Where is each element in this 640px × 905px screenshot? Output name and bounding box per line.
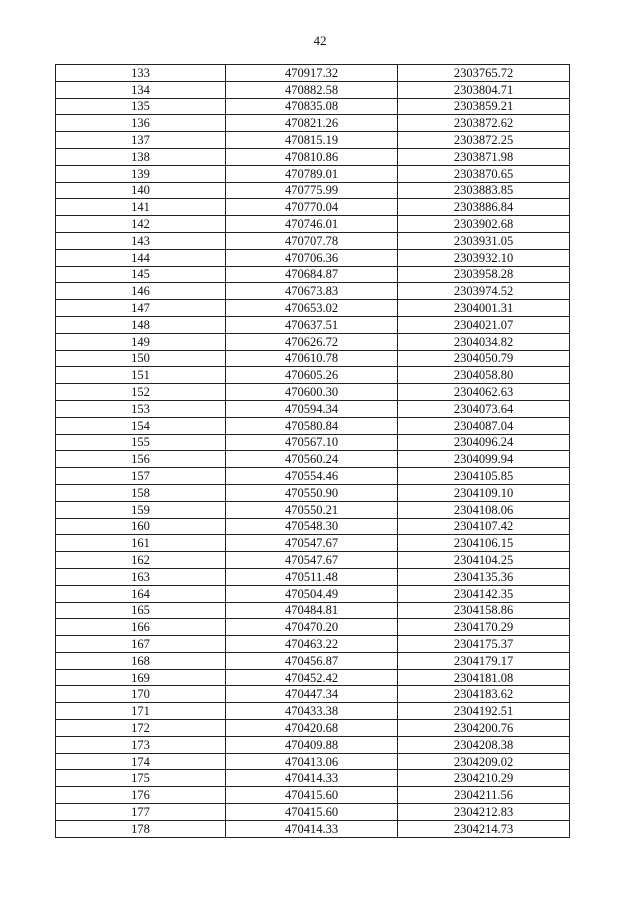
y-coordinate-cell: 2304104.25 (398, 552, 570, 569)
point-number-cell: 160 (56, 518, 226, 535)
x-coordinate-cell: 470600.30 (226, 384, 398, 401)
point-number-cell: 136 (56, 115, 226, 132)
point-number-cell: 157 (56, 468, 226, 485)
x-coordinate-cell: 470470.20 (226, 619, 398, 636)
y-coordinate-cell: 2304142.35 (398, 585, 570, 602)
coordinates-table-body (56, 65, 570, 838)
y-coordinate-cell: 2303932.10 (398, 249, 570, 266)
y-coordinate-cell: 2304175.37 (398, 636, 570, 653)
x-coordinate-cell: 470594.34 (226, 400, 398, 417)
y-coordinate-cell: 2304087.04 (398, 417, 570, 434)
y-coordinate-cell: 2304021.07 (398, 316, 570, 333)
x-coordinate-cell: 470550.21 (226, 501, 398, 518)
table-row (56, 165, 570, 182)
table-row (56, 316, 570, 333)
x-coordinate-cell: 470504.49 (226, 585, 398, 602)
y-coordinate-cell: 2304200.76 (398, 720, 570, 737)
y-coordinate-cell: 2304210.29 (398, 770, 570, 787)
point-number-cell: 158 (56, 484, 226, 501)
x-coordinate-cell: 470707.78 (226, 232, 398, 249)
y-coordinate-cell: 2304050.79 (398, 350, 570, 367)
x-coordinate-cell: 470580.84 (226, 417, 398, 434)
x-coordinate-cell: 470463.22 (226, 636, 398, 653)
table-row (56, 518, 570, 535)
point-number-cell: 175 (56, 770, 226, 787)
x-coordinate-cell: 470810.86 (226, 148, 398, 165)
point-number-cell: 165 (56, 602, 226, 619)
table-row (56, 199, 570, 216)
point-number-cell: 142 (56, 216, 226, 233)
table-row (56, 820, 570, 837)
y-coordinate-cell: 2303872.25 (398, 132, 570, 149)
x-coordinate-cell: 470484.81 (226, 602, 398, 619)
table-row (56, 148, 570, 165)
x-coordinate-cell: 470447.34 (226, 686, 398, 703)
table-row (56, 384, 570, 401)
x-coordinate-cell: 470684.87 (226, 266, 398, 283)
x-coordinate-cell: 470626.72 (226, 333, 398, 350)
point-number-cell: 144 (56, 249, 226, 266)
x-coordinate-cell: 470770.04 (226, 199, 398, 216)
x-coordinate-cell: 470413.06 (226, 753, 398, 770)
table-row (56, 619, 570, 636)
y-coordinate-cell: 2304181.08 (398, 669, 570, 686)
x-coordinate-cell: 470835.08 (226, 98, 398, 115)
x-coordinate-cell: 470706.36 (226, 249, 398, 266)
x-coordinate-cell: 470420.68 (226, 720, 398, 737)
x-coordinate-cell: 470673.83 (226, 283, 398, 300)
x-coordinate-cell: 470414.33 (226, 820, 398, 837)
table-row (56, 350, 570, 367)
point-number-cell: 140 (56, 182, 226, 199)
y-coordinate-cell: 2303902.68 (398, 216, 570, 233)
point-number-cell: 150 (56, 350, 226, 367)
point-number-cell: 176 (56, 787, 226, 804)
y-coordinate-cell: 2303974.52 (398, 283, 570, 300)
y-coordinate-cell: 2304158.86 (398, 602, 570, 619)
table-row (56, 266, 570, 283)
table-row (56, 501, 570, 518)
x-coordinate-cell: 470882.58 (226, 81, 398, 98)
table-row (56, 132, 570, 149)
point-number-cell: 170 (56, 686, 226, 703)
table-row (56, 568, 570, 585)
x-coordinate-cell: 470511.48 (226, 568, 398, 585)
y-coordinate-cell: 2303886.84 (398, 199, 570, 216)
point-number-cell: 147 (56, 300, 226, 317)
y-coordinate-cell: 2303765.72 (398, 65, 570, 82)
point-number-cell: 174 (56, 753, 226, 770)
point-number-cell: 172 (56, 720, 226, 737)
y-coordinate-cell: 2303871.98 (398, 148, 570, 165)
point-number-cell: 169 (56, 669, 226, 686)
point-number-cell: 151 (56, 367, 226, 384)
x-coordinate-cell: 470415.60 (226, 787, 398, 804)
table-row (56, 484, 570, 501)
table-row (56, 720, 570, 737)
x-coordinate-cell: 470653.02 (226, 300, 398, 317)
y-coordinate-cell: 2303883.85 (398, 182, 570, 199)
y-coordinate-cell: 2304099.94 (398, 451, 570, 468)
point-number-cell: 178 (56, 820, 226, 837)
coordinates-table (55, 64, 570, 838)
y-coordinate-cell: 2304106.15 (398, 535, 570, 552)
point-number-cell: 168 (56, 652, 226, 669)
x-coordinate-cell: 470789.01 (226, 165, 398, 182)
y-coordinate-cell: 2304183.62 (398, 686, 570, 703)
y-coordinate-cell: 2304058.80 (398, 367, 570, 384)
page-number: 42 (313, 33, 327, 48)
y-coordinate-cell: 2304001.31 (398, 300, 570, 317)
point-number-cell: 135 (56, 98, 226, 115)
point-number-cell: 138 (56, 148, 226, 165)
y-coordinate-cell: 2304209.02 (398, 753, 570, 770)
point-number-cell: 139 (56, 165, 226, 182)
y-coordinate-cell: 2304109.10 (398, 484, 570, 501)
table-row (56, 81, 570, 98)
table-row (56, 283, 570, 300)
y-coordinate-cell: 2303931.05 (398, 232, 570, 249)
y-coordinate-cell: 2304179.17 (398, 652, 570, 669)
x-coordinate-cell: 470815.19 (226, 132, 398, 149)
y-coordinate-cell: 2304105.85 (398, 468, 570, 485)
y-coordinate-cell: 2304107.42 (398, 518, 570, 535)
point-number-cell: 133 (56, 65, 226, 82)
y-coordinate-cell: 2304135.36 (398, 568, 570, 585)
table-row (56, 232, 570, 249)
table-row (56, 249, 570, 266)
point-number-cell: 156 (56, 451, 226, 468)
x-coordinate-cell: 470775.99 (226, 182, 398, 199)
x-coordinate-cell: 470456.87 (226, 652, 398, 669)
x-coordinate-cell: 470414.33 (226, 770, 398, 787)
y-coordinate-cell: 2304034.82 (398, 333, 570, 350)
point-number-cell: 171 (56, 703, 226, 720)
y-coordinate-cell: 2303804.71 (398, 81, 570, 98)
y-coordinate-cell: 2304062.63 (398, 384, 570, 401)
table-row (56, 98, 570, 115)
table-row (56, 300, 570, 317)
point-number-cell: 173 (56, 736, 226, 753)
table-row (56, 552, 570, 569)
table-row (56, 669, 570, 686)
point-number-cell: 149 (56, 333, 226, 350)
table-row (56, 182, 570, 199)
table-row (56, 703, 570, 720)
y-coordinate-cell: 2303859.21 (398, 98, 570, 115)
y-coordinate-cell: 2304211.56 (398, 787, 570, 804)
x-coordinate-cell: 470548.30 (226, 518, 398, 535)
y-coordinate-cell: 2304170.29 (398, 619, 570, 636)
y-coordinate-cell: 2304212.83 (398, 804, 570, 821)
point-number-cell: 146 (56, 283, 226, 300)
x-coordinate-cell: 470746.01 (226, 216, 398, 233)
table-row (56, 602, 570, 619)
point-number-cell: 161 (56, 535, 226, 552)
table-row (56, 417, 570, 434)
x-coordinate-cell: 470415.60 (226, 804, 398, 821)
table-row (56, 770, 570, 787)
table-row (56, 216, 570, 233)
table-row (56, 535, 570, 552)
point-number-cell: 164 (56, 585, 226, 602)
point-number-cell: 162 (56, 552, 226, 569)
y-coordinate-cell: 2304214.73 (398, 820, 570, 837)
table-row (56, 804, 570, 821)
table-row (56, 65, 570, 82)
point-number-cell: 145 (56, 266, 226, 283)
point-number-cell: 143 (56, 232, 226, 249)
y-coordinate-cell: 2304096.24 (398, 434, 570, 451)
point-number-cell: 154 (56, 417, 226, 434)
point-number-cell: 137 (56, 132, 226, 149)
x-coordinate-cell: 470821.26 (226, 115, 398, 132)
x-coordinate-cell: 470547.67 (226, 535, 398, 552)
x-coordinate-cell: 470433.38 (226, 703, 398, 720)
table-row (56, 400, 570, 417)
point-number-cell: 167 (56, 636, 226, 653)
point-number-cell: 166 (56, 619, 226, 636)
table-row (56, 686, 570, 703)
x-coordinate-cell: 470547.67 (226, 552, 398, 569)
point-number-cell: 159 (56, 501, 226, 518)
y-coordinate-cell: 2304208.38 (398, 736, 570, 753)
table-row (56, 636, 570, 653)
y-coordinate-cell: 2303872.62 (398, 115, 570, 132)
y-coordinate-cell: 2304073.64 (398, 400, 570, 417)
point-number-cell: 148 (56, 316, 226, 333)
x-coordinate-cell: 470550.90 (226, 484, 398, 501)
table-row (56, 434, 570, 451)
y-coordinate-cell: 2303870.65 (398, 165, 570, 182)
point-number-cell: 155 (56, 434, 226, 451)
point-number-cell: 163 (56, 568, 226, 585)
table-row (56, 787, 570, 804)
table-row (56, 585, 570, 602)
x-coordinate-cell: 470605.26 (226, 367, 398, 384)
table-row (56, 736, 570, 753)
x-coordinate-cell: 470637.51 (226, 316, 398, 333)
y-coordinate-cell: 2304108.06 (398, 501, 570, 518)
table-row (56, 652, 570, 669)
table-row (56, 468, 570, 485)
point-number-cell: 134 (56, 81, 226, 98)
y-coordinate-cell: 2303958.28 (398, 266, 570, 283)
x-coordinate-cell: 470610.78 (226, 350, 398, 367)
table-row (56, 333, 570, 350)
point-number-cell: 152 (56, 384, 226, 401)
x-coordinate-cell: 470560.24 (226, 451, 398, 468)
x-coordinate-cell: 470567.10 (226, 434, 398, 451)
table-row (56, 115, 570, 132)
x-coordinate-cell: 470554.46 (226, 468, 398, 485)
point-number-cell: 177 (56, 804, 226, 821)
point-number-cell: 141 (56, 199, 226, 216)
x-coordinate-cell: 470409.88 (226, 736, 398, 753)
table-row (56, 451, 570, 468)
x-coordinate-cell: 470452.42 (226, 669, 398, 686)
y-coordinate-cell: 2304192.51 (398, 703, 570, 720)
x-coordinate-cell: 470917.32 (226, 65, 398, 82)
table-row (56, 753, 570, 770)
point-number-cell: 153 (56, 400, 226, 417)
table-row (56, 367, 570, 384)
